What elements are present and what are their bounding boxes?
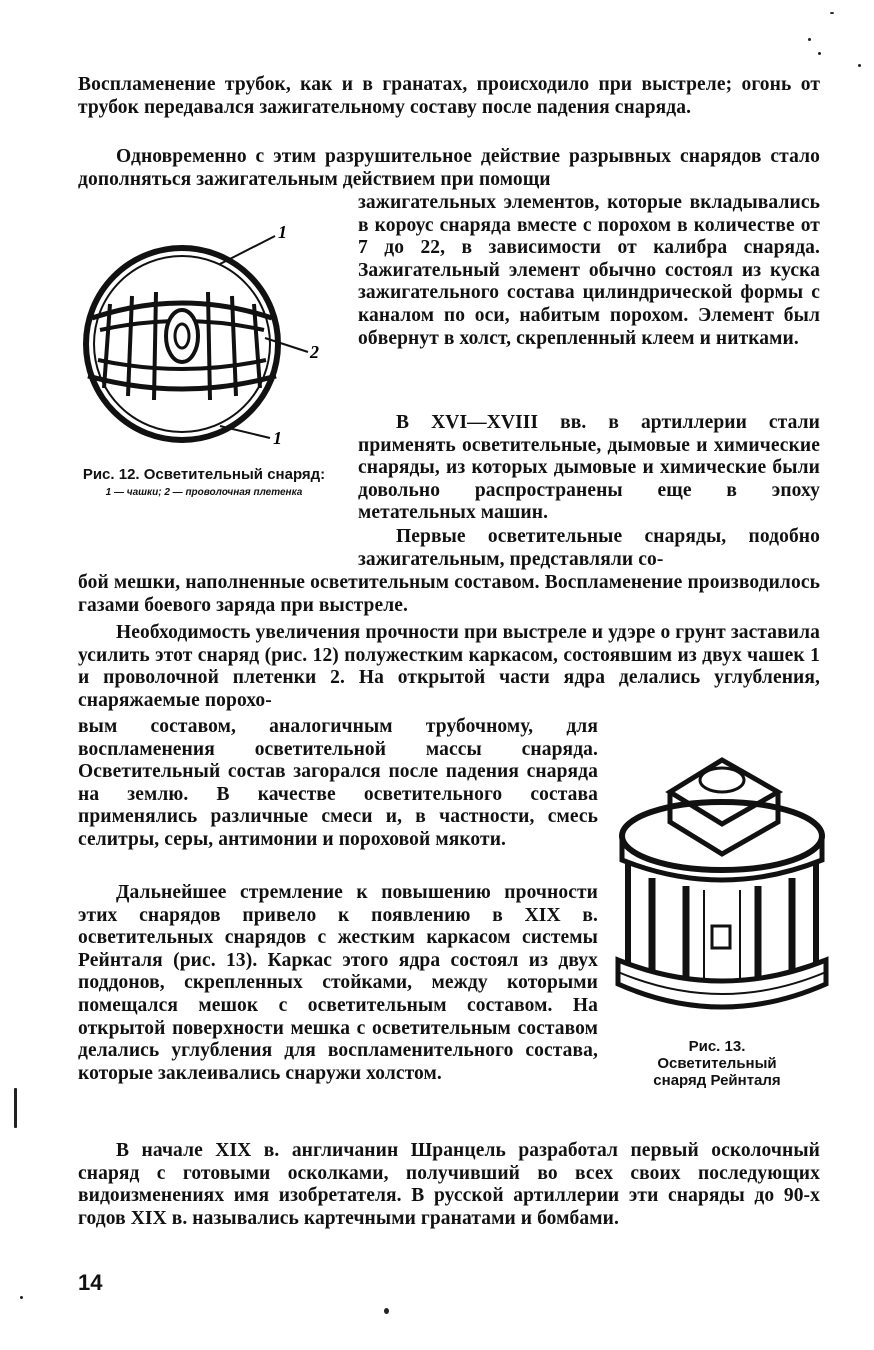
paragraph-6-side-text: Дальнейшее стремление к повышению прочности этих снарядов привело к появлению в XIX в. осветительных снарядов с жестким каркасом системы Рейнталя (рис. 13). Каркас этого ядра состоял из двух поддонов, скрепленных стойками, между которыми помещался мешок с осветительным составом. На открытой поверхности мешка с осветительным составом делались углубления для воспламенительного состава, которые заклеивались снаружи холстом. xyxy=(78,882,598,1084)
paragraph-7-full xyxy=(78,1140,820,1230)
figure-12-caption-key: 1 — чашки; 2 — проволочная плетенка xyxy=(105,487,303,498)
figure-12-caption-title: Рис. 12. Осветительный снаряд: xyxy=(82,466,326,483)
paragraph-5-full-text: Необходимость увеличения прочности при выстреле и удэре о грунт заставила усилить этот снаряд (рис. 12) полужестким каркасом, состоявшим из двух чашек 1 и проволочной плетенки 2. На открытой части ядра делались углубления, снаряжаемые порохо- xyxy=(78,622,820,711)
paragraph-4-side xyxy=(358,526,820,571)
label-1-bottom: 1 xyxy=(273,428,282,448)
paragraph-2-top-text: Одновременно с этим разрушительное действие разрывных снарядов стало дополняться зажигательным действием при помощи xyxy=(78,146,820,190)
paragraph-3-side xyxy=(358,412,820,525)
paragraph-1 xyxy=(78,74,820,119)
paragraph-1-text: Воспламенение трубок, как и в гранатах, происходило при выстреле; огонь от трубок передавался зажигательному составу после падения снаряда. xyxy=(78,74,820,118)
paragraph-2-top xyxy=(78,146,820,191)
paragraph-5-full xyxy=(78,622,820,712)
figure-13-reintal-shell xyxy=(612,740,834,1030)
paragraph-2-side xyxy=(358,192,820,350)
figure-13-caption xyxy=(642,1038,792,1089)
paragraph-4-side-text: Первые осветительные снаряды, подобно зажигательным, представляли со- xyxy=(358,526,820,570)
paragraph-5-side-text: вым составом, аналогичным трубочному, для воспламенения осветительной массы снаряда. Осветительный состав загорался после падения снаряда на землю. В качестве осветительного состава применялись различные смеси и, в частности, смесь селитры, серы, антимонии и пороховой мякоти. xyxy=(78,716,598,850)
figure-12-caption xyxy=(72,466,336,499)
fuse-recess xyxy=(712,926,730,948)
paragraph-7-full-text: В начале XIX в. англичанин Шранцель разработал первый осколочный снаряд с готовыми осколками, получивший во всех своих последующих видоизменениях имя изобретателя. В русской артиллерии эти снаряды до 90-х годов XIX в. назывались картечными гранатами и бомбами. xyxy=(78,1140,820,1229)
label-2: 2 xyxy=(310,342,319,362)
figure-13-caption-title: Рис. 13. Осветительный снаряд Рейнталя xyxy=(653,1038,781,1089)
paragraph-4-full-text: бой мешки, наполненные осветительным составом. Воспламенение производилось газами боевого заряда при выстреле. xyxy=(78,572,820,616)
paragraph-4-full xyxy=(78,572,820,617)
page-number: 14 xyxy=(78,1270,103,1295)
paragraph-3-side-text: В XVI—XVIII вв. в артиллерии стали применять осветительные, дымовые и химические снаряды, из которых дымовые и химические были довольно распространены еще в эпоху метательных машин. xyxy=(358,412,820,524)
paragraph-5-side xyxy=(78,716,598,852)
paragraph-2-side-text: зажигательных элементов, которые вкладывались в короус снаряда вместе с порохом в количестве от 7 до 22, в зависимости от калибра снаряда. Зажигательный элемент обычно состоял из куска зажигательного состава цилиндрической формы с каналом по оси, набитым порохом. Элемент был обвернут в холст, скрепленный клеем и нитками. xyxy=(358,192,820,349)
paragraph-6-side xyxy=(78,882,598,1085)
label-1-top: 1 xyxy=(278,226,287,242)
figure-12-illuminating-shell xyxy=(70,226,340,466)
